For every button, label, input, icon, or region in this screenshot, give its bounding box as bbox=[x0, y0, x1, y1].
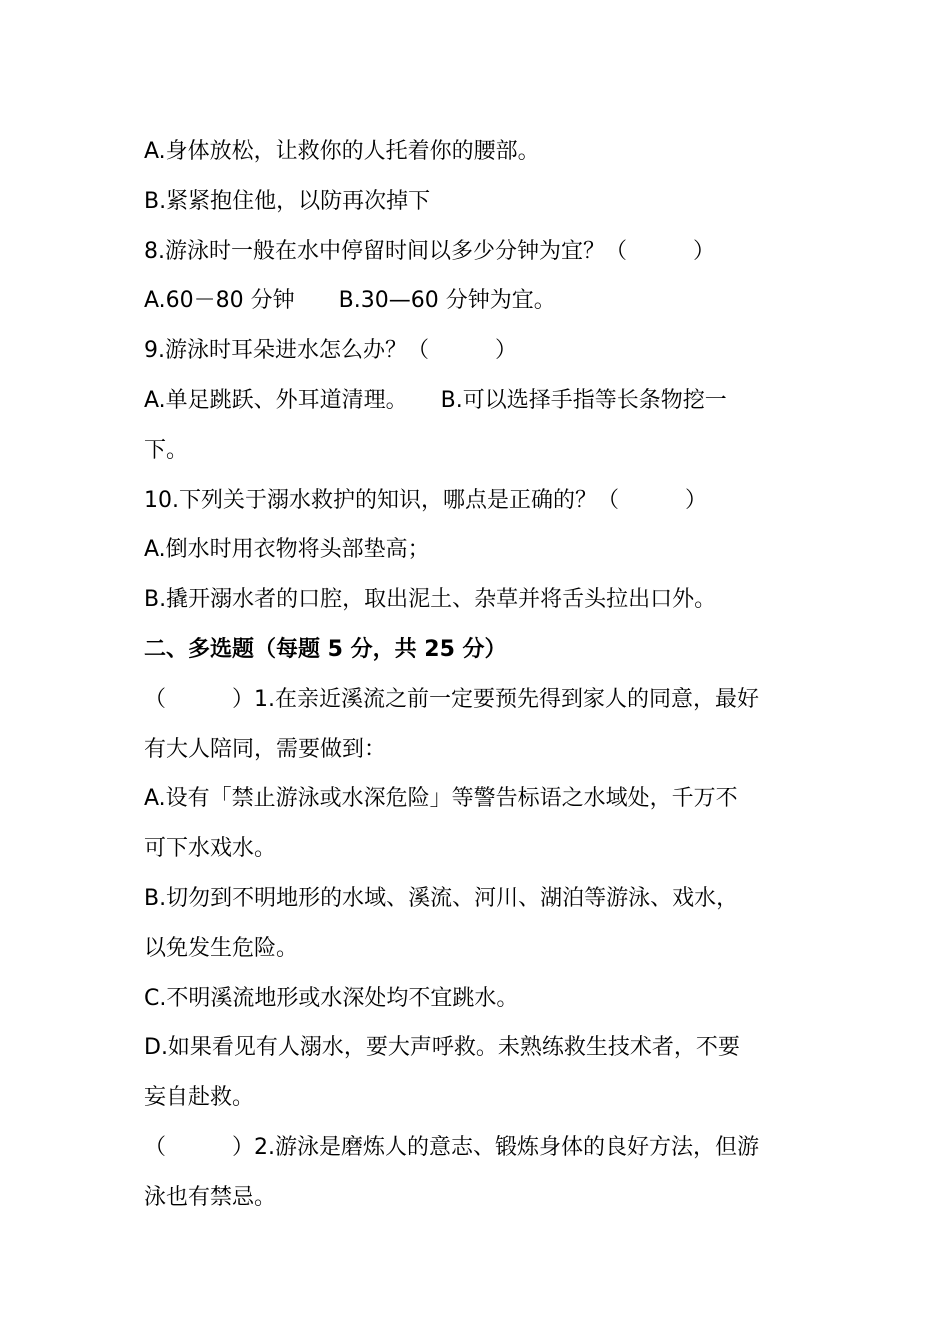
question-line: 10.下列关于溺水救护的知识，哪点是正确的？（ ） bbox=[144, 487, 707, 513]
option-line: B.撬开溺水者的口腔，取出泥土、杂草并将舌头拉出口外。 bbox=[144, 587, 717, 613]
question-line: （ ）1.在亲近溪流之前一定要预先得到家人的同意，最好 bbox=[144, 686, 759, 712]
option-line: A.身体放松，让救你的人托着你的腰部。 bbox=[144, 139, 540, 164]
question-line: 泳也有禁忌。 bbox=[144, 1184, 277, 1210]
question-line: 9.游泳时耳朵进水怎么办？（ ） bbox=[144, 338, 517, 364]
option-line: A.60－80 分钟 B.30—60 分钟为宜。 bbox=[144, 288, 556, 314]
option-line: A.设有「禁止游泳或水深危险」等警告标语之水域处，千万不 bbox=[144, 786, 738, 812]
option-line: B.紧紧抱住他，以防再次掉下 bbox=[144, 188, 431, 214]
option-line: B.切勿到不明地形的水域、溪流、河川、湖泊等游泳、戏水， bbox=[144, 885, 739, 911]
option-line: 妄自赴救。 bbox=[144, 1085, 255, 1111]
option-line: 下。 bbox=[144, 437, 189, 463]
option-line: A.单足跳跃、外耳道清理。 B.可以选择手指等长条物挖一 bbox=[144, 387, 727, 413]
document-page bbox=[144, 127, 812, 1223]
question-line: （ ）2.游泳是磨炼人的意志、锻炼身体的良好方法，但游 bbox=[144, 1134, 759, 1160]
question-line: 8.游泳时一般在水中停留时间以多少分钟为宜？（ ） bbox=[144, 238, 715, 264]
option-line: D.如果看见有人溺水，要大声呼救。未熟练救生技术者，不要 bbox=[144, 1035, 740, 1061]
option-line: 以免发生危险。 bbox=[144, 935, 299, 961]
question-line: 有大人陪同，需要做到： bbox=[144, 736, 387, 762]
section-heading: 二、多选题（每题 5 分，共 25 分） bbox=[144, 636, 507, 662]
option-line: A.倒水时用衣物将头部垫高； bbox=[144, 537, 430, 563]
option-line: C.不明溪流地形或水深处均不宜跳水。 bbox=[144, 985, 519, 1011]
option-line: 可下水戏水。 bbox=[144, 836, 277, 862]
